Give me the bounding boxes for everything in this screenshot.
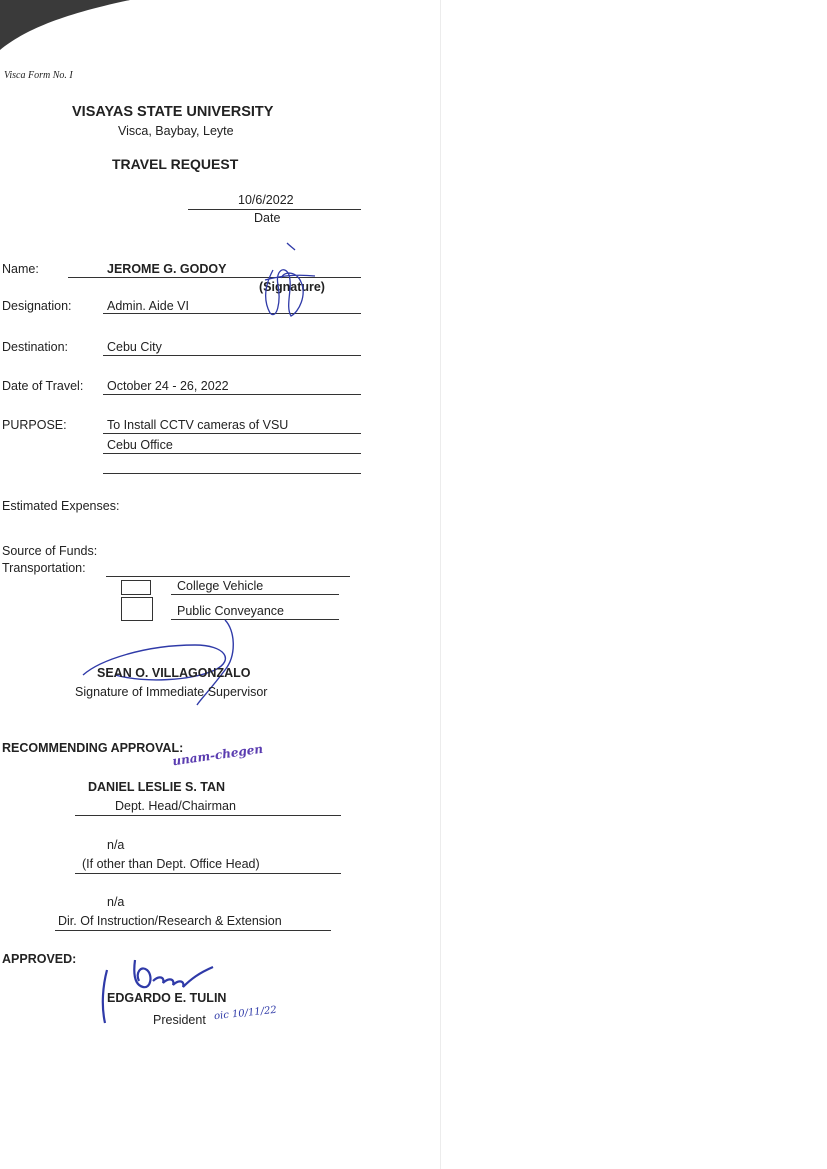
transportation-label: Transportation: — [2, 561, 86, 575]
date-label: Date — [254, 211, 281, 225]
form-title: TRAVEL REQUEST — [112, 156, 239, 172]
director-line — [55, 930, 331, 931]
university-name: VISAYAS STATE UNIVERSITY — [72, 104, 274, 120]
name-value: JEROME G. GODOY — [107, 262, 227, 276]
signature-label: (Signature) — [259, 280, 325, 294]
other-head-title: (If other than Dept. Office Head) — [82, 857, 260, 871]
recommender-line — [75, 815, 341, 816]
source-of-funds-label: Source of Funds: — [2, 544, 98, 558]
recommending-label: RECOMMENDING APPROVAL: — [2, 741, 184, 755]
destination-label: Destination: — [2, 340, 69, 354]
president-name: EDGARDO E. TULIN — [107, 991, 227, 1005]
designation-value: Admin. Aide VI — [107, 299, 189, 313]
purpose-label: PURPOSE: — [2, 418, 67, 432]
purpose-line1: To Install CCTV cameras of VSU — [107, 418, 289, 432]
purpose-line2: Cebu Office — [107, 438, 173, 452]
director-title: Dir. Of Instruction/Research & Extension — [58, 914, 282, 928]
recommender-name: DANIEL LESLIE S. TAN — [88, 780, 226, 794]
director-value: n/a — [107, 895, 125, 909]
date-line — [188, 209, 361, 210]
date-of-travel-label: Date of Travel: — [2, 379, 84, 393]
purpose-rule-3 — [103, 473, 361, 474]
recommending-handwritten-note: unam-chegen — [171, 741, 264, 769]
president-title: President — [153, 1013, 206, 1027]
approved-label: APPROVED: — [2, 952, 77, 966]
name-label: Name: — [2, 262, 39, 276]
public-conveyance-label: Public Conveyance — [177, 604, 285, 618]
scan-corner-shadow — [0, 0, 140, 60]
estimated-expenses-label: Estimated Expenses: — [2, 499, 120, 513]
college-vehicle-checkbox[interactable] — [121, 580, 151, 595]
purpose-rule-2 — [103, 453, 361, 454]
president-handwritten-note: oic 10/11/22 — [213, 1004, 278, 1023]
college-vehicle-label: College Vehicle — [177, 579, 264, 593]
other-head-line — [75, 873, 341, 874]
transportation-line — [106, 576, 350, 577]
form-number: Visca Form No. I — [4, 70, 73, 81]
purpose-rule-1 — [103, 433, 361, 434]
supervisor-title: Signature of Immediate Supervisor — [75, 685, 268, 699]
destination-line — [103, 355, 361, 356]
destination-value: Cebu City — [107, 340, 162, 354]
date-of-travel-value: October 24 - 26, 2022 — [107, 379, 229, 393]
college-vehicle-line — [171, 594, 339, 595]
other-head-value: n/a — [107, 838, 125, 852]
supervisor-name: SEAN O. VILLAGONZALO — [97, 666, 251, 680]
recommender-title: Dept. Head/Chairman — [115, 799, 236, 813]
date-of-travel-line — [103, 394, 361, 395]
university-address: Visca, Baybay, Leyte — [118, 124, 234, 138]
designation-label: Designation: — [2, 299, 72, 313]
applicant-signature — [245, 240, 325, 320]
paper-fold-line — [440, 0, 441, 1169]
date-value: 10/6/2022 — [238, 193, 294, 207]
